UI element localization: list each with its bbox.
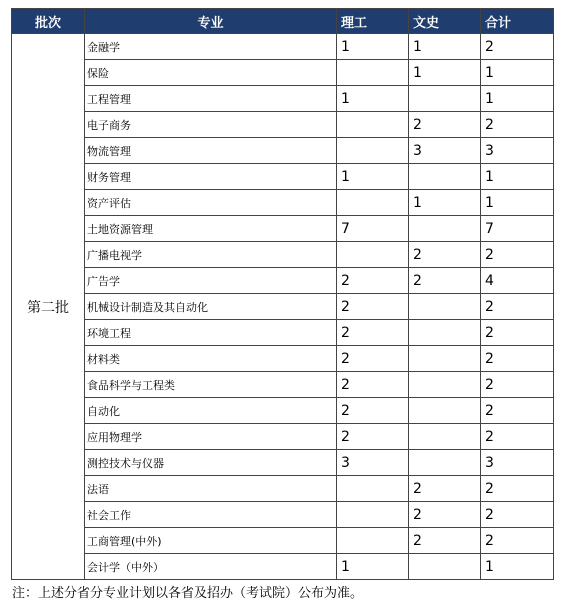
total-count-cell: 2 [481, 476, 554, 502]
table-row [12, 268, 554, 294]
total-count-cell: 2 [481, 112, 554, 138]
major-cell: 食品科学与工程类 [85, 372, 337, 398]
major-cell: 金融学 [85, 34, 337, 60]
arts-count-cell [409, 372, 481, 398]
major-cell: 工程管理 [85, 86, 337, 112]
total-count-cell: 1 [481, 60, 554, 86]
table-row [12, 502, 554, 528]
table-row [12, 554, 554, 580]
table-row [12, 216, 554, 242]
total-count-cell: 4 [481, 268, 554, 294]
science-count-cell: 1 [337, 554, 409, 580]
table-row [12, 294, 554, 320]
total-count-cell: 3 [481, 138, 554, 164]
arts-count-cell [409, 346, 481, 372]
science-count-cell: 2 [337, 424, 409, 450]
major-cell: 资产评估 [85, 190, 337, 216]
table-row [12, 450, 554, 476]
total-count-cell: 2 [481, 34, 554, 60]
arts-count-cell [409, 424, 481, 450]
total-count-cell: 2 [481, 398, 554, 424]
table-row [12, 164, 554, 190]
science-count-cell [337, 190, 409, 216]
table-row [12, 34, 554, 60]
science-count-cell: 7 [337, 216, 409, 242]
header-major: 专业 [85, 9, 337, 34]
total-count-cell: 3 [481, 450, 554, 476]
total-count-cell: 2 [481, 320, 554, 346]
total-count-cell: 2 [481, 528, 554, 554]
major-cell: 机械设计制造及其自动化 [85, 294, 337, 320]
arts-count-cell: 2 [409, 112, 481, 138]
science-count-cell: 2 [337, 268, 409, 294]
header-total: 合计 [481, 9, 554, 34]
science-count-cell: 1 [337, 34, 409, 60]
enrollment-plan-table-container [11, 8, 553, 580]
science-count-cell: 2 [337, 398, 409, 424]
major-cell: 会计学（中外） [85, 554, 337, 580]
total-count-cell: 2 [481, 372, 554, 398]
major-cell: 法语 [85, 476, 337, 502]
header-batch: 批次 [12, 9, 85, 34]
total-count-cell: 2 [481, 346, 554, 372]
footnote: 注：上述分省分专业计划以各省及招办（考试院）公布为准。 [12, 586, 364, 601]
major-cell: 财务管理 [85, 164, 337, 190]
arts-count-cell [409, 450, 481, 476]
header-science: 理工 [337, 9, 409, 34]
total-count-cell: 1 [481, 554, 554, 580]
major-cell: 土地资源管理 [85, 216, 337, 242]
science-count-cell: 2 [337, 372, 409, 398]
major-cell: 材料类 [85, 346, 337, 372]
science-count-cell: 2 [337, 320, 409, 346]
total-count-cell: 1 [481, 164, 554, 190]
table-row [12, 60, 554, 86]
table-row [12, 190, 554, 216]
science-count-cell [337, 502, 409, 528]
enrollment-plan-table [11, 8, 554, 580]
arts-count-cell [409, 164, 481, 190]
major-cell: 广告学 [85, 268, 337, 294]
science-count-cell: 2 [337, 346, 409, 372]
total-count-cell: 2 [481, 294, 554, 320]
arts-count-cell [409, 86, 481, 112]
table-header-row [12, 9, 554, 34]
table-row [12, 528, 554, 554]
major-cell: 广播电视学 [85, 242, 337, 268]
table-row [12, 424, 554, 450]
table-row [12, 242, 554, 268]
arts-count-cell [409, 294, 481, 320]
major-cell: 应用物理学 [85, 424, 337, 450]
science-count-cell [337, 112, 409, 138]
total-count-cell: 2 [481, 502, 554, 528]
table-row [12, 320, 554, 346]
science-count-cell [337, 528, 409, 554]
table-row [12, 476, 554, 502]
major-cell: 物流管理 [85, 138, 337, 164]
science-count-cell [337, 138, 409, 164]
arts-count-cell: 2 [409, 528, 481, 554]
science-count-cell [337, 60, 409, 86]
arts-count-cell: 2 [409, 502, 481, 528]
arts-count-cell: 2 [409, 476, 481, 502]
table-row [12, 112, 554, 138]
header-arts: 文史 [409, 9, 481, 34]
arts-count-cell [409, 398, 481, 424]
major-cell: 环境工程 [85, 320, 337, 346]
arts-count-cell [409, 216, 481, 242]
total-count-cell: 7 [481, 216, 554, 242]
science-count-cell: 2 [337, 294, 409, 320]
major-cell: 社会工作 [85, 502, 337, 528]
total-count-cell: 2 [481, 424, 554, 450]
total-count-cell: 2 [481, 242, 554, 268]
arts-count-cell: 2 [409, 268, 481, 294]
table-row [12, 372, 554, 398]
arts-count-cell: 3 [409, 138, 481, 164]
arts-count-cell: 1 [409, 190, 481, 216]
total-count-cell: 1 [481, 86, 554, 112]
total-count-cell: 1 [481, 190, 554, 216]
arts-count-cell: 1 [409, 60, 481, 86]
table-row [12, 86, 554, 112]
table-body [12, 34, 554, 580]
science-count-cell: 1 [337, 164, 409, 190]
major-cell: 工商管理(中外) [85, 528, 337, 554]
arts-count-cell [409, 554, 481, 580]
batch-cell: 第二批 [12, 34, 85, 580]
arts-count-cell [409, 320, 481, 346]
major-cell: 测控技术与仪器 [85, 450, 337, 476]
science-count-cell [337, 242, 409, 268]
science-count-cell [337, 476, 409, 502]
science-count-cell: 3 [337, 450, 409, 476]
table-row [12, 138, 554, 164]
table-row [12, 398, 554, 424]
major-cell: 电子商务 [85, 112, 337, 138]
arts-count-cell: 2 [409, 242, 481, 268]
table-row [12, 346, 554, 372]
major-cell: 保险 [85, 60, 337, 86]
major-cell: 自动化 [85, 398, 337, 424]
science-count-cell: 1 [337, 86, 409, 112]
arts-count-cell: 1 [409, 34, 481, 60]
